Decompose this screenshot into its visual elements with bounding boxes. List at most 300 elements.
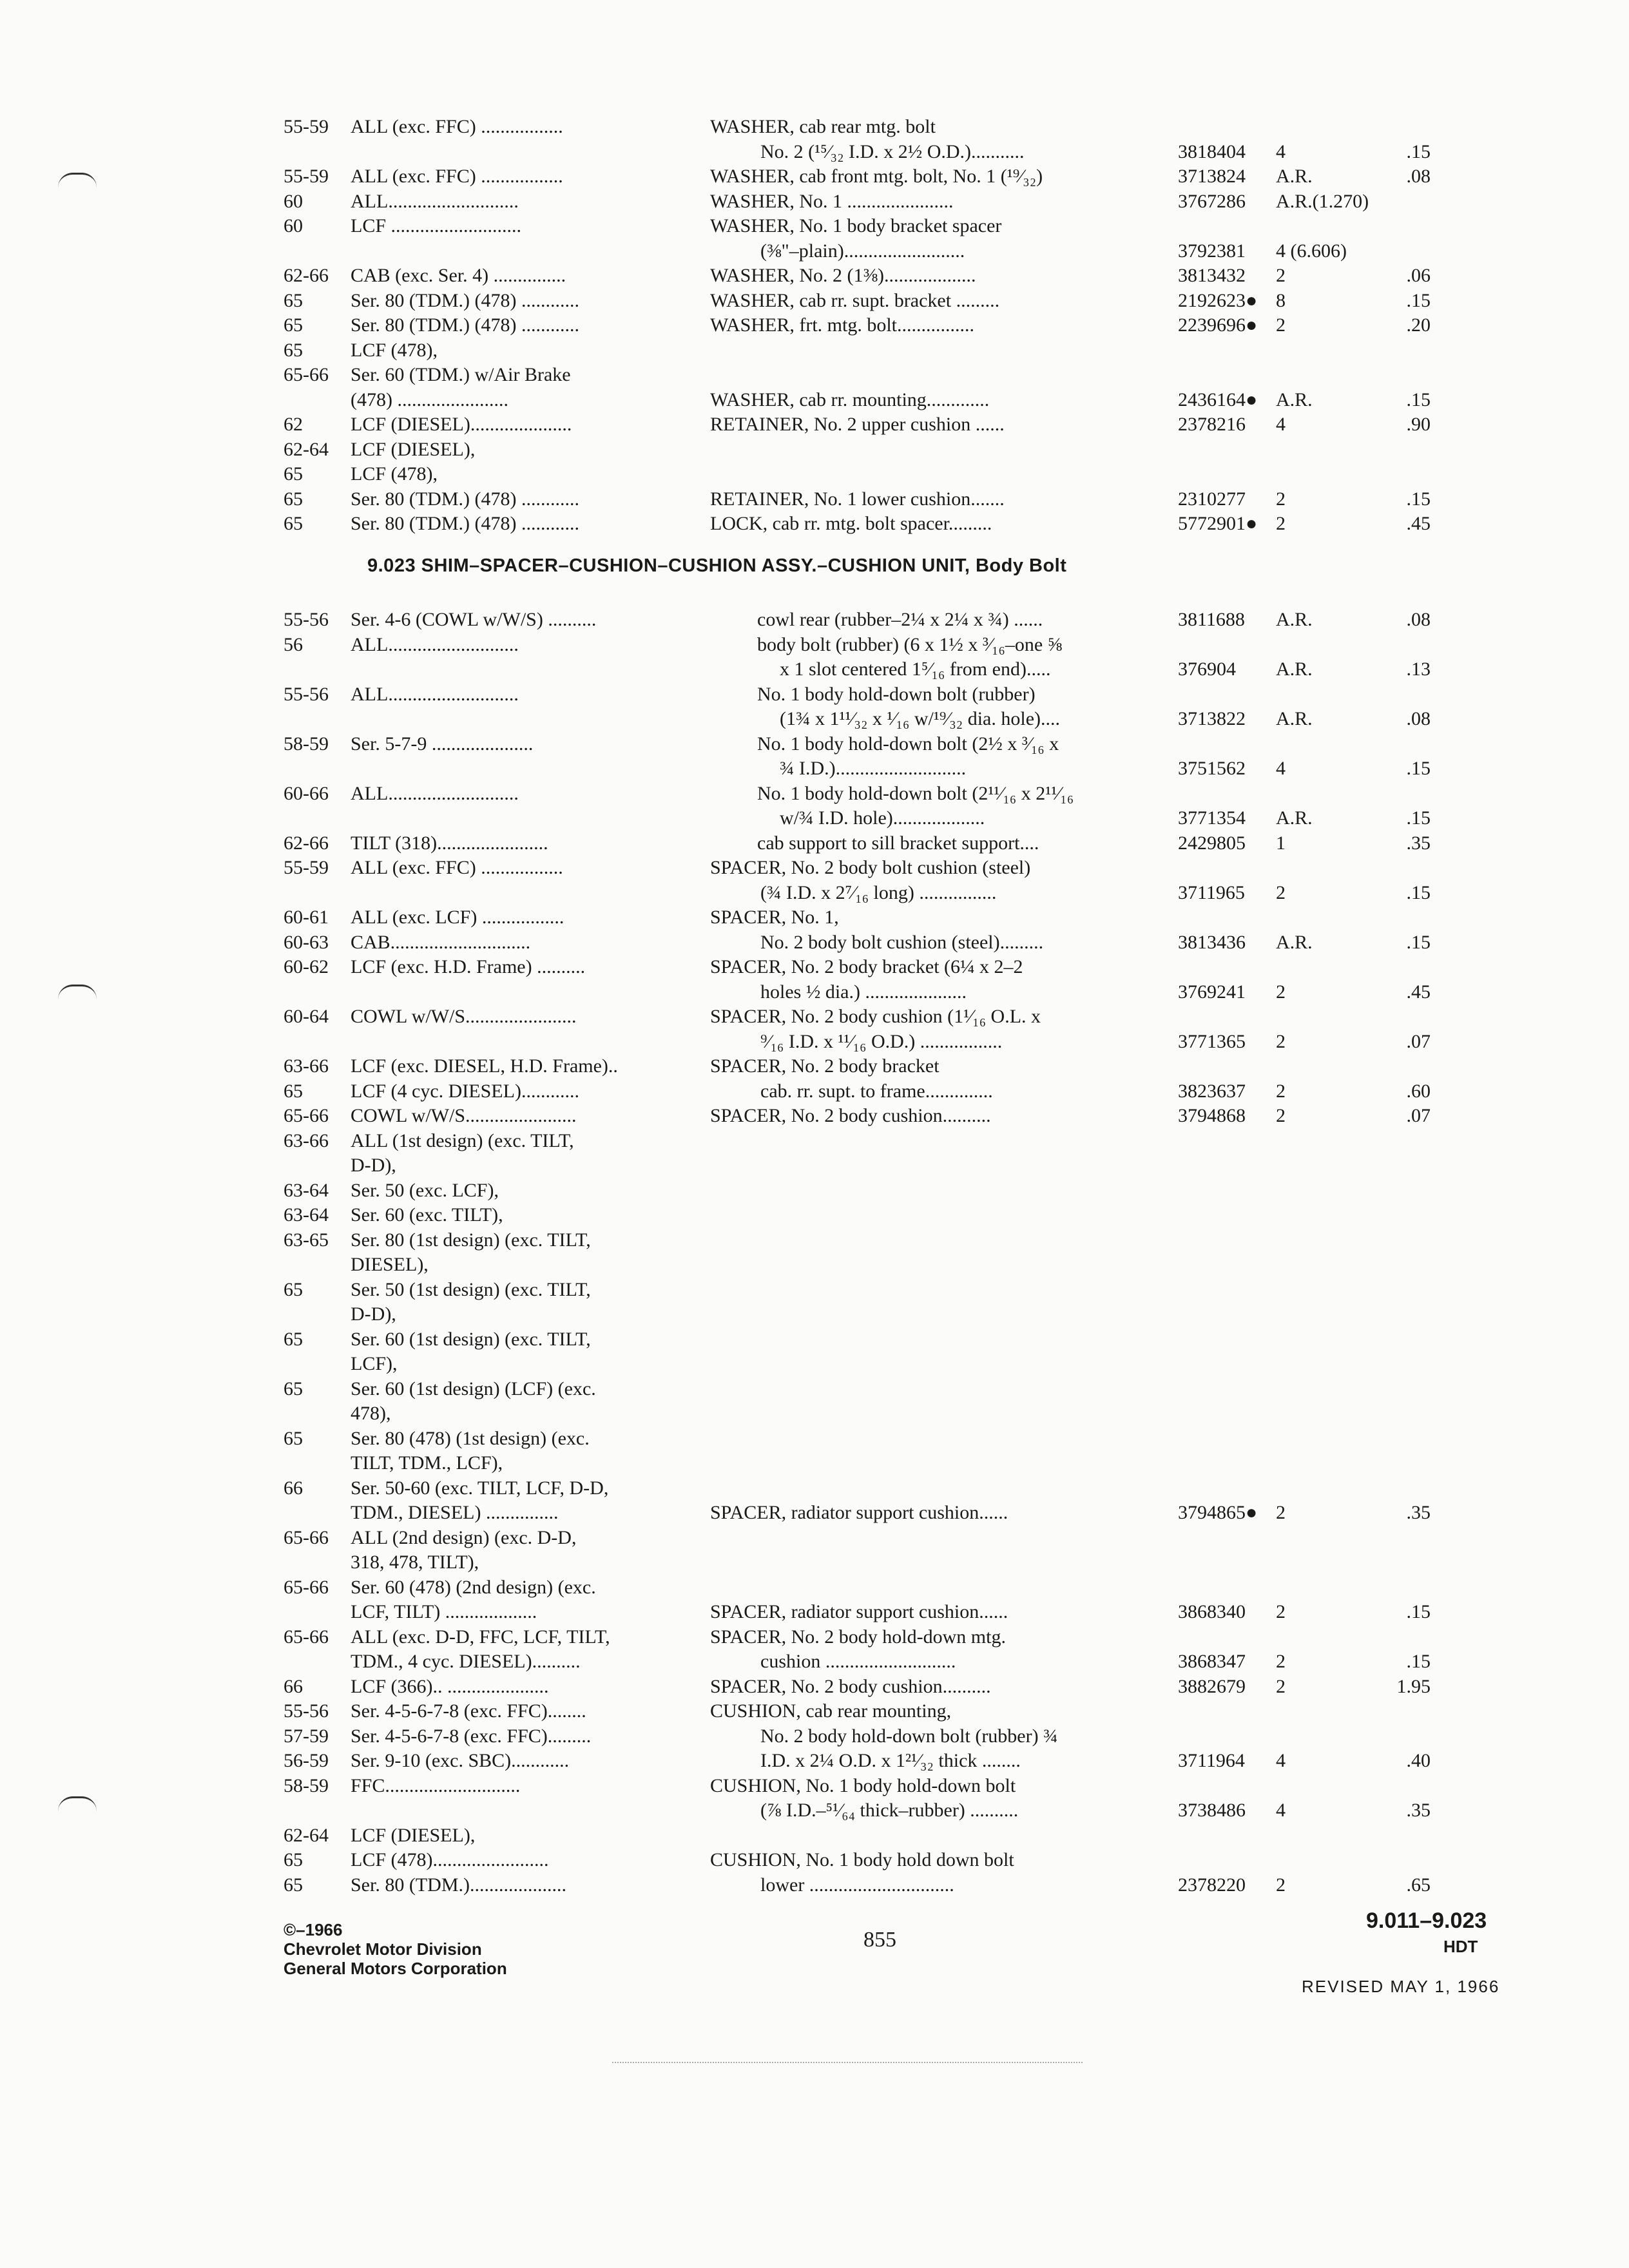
table-row bbox=[284, 756, 1443, 782]
applicability: Ser. 9-10 (exc. SBC)............ bbox=[351, 1750, 570, 1771]
description: LOCK, cab rr. mtg. bolt spacer......... bbox=[710, 513, 992, 534]
description: RETAINER, No. 1 lower cushion....... bbox=[710, 488, 1005, 510]
part-number: 2310277 bbox=[1178, 488, 1246, 510]
description: WASHER, cab rr. mounting............. bbox=[710, 389, 990, 410]
applicability: Ser. 60 (1st design) (LCF) (exc. bbox=[351, 1378, 596, 1399]
applicability: TILT, TDM., LCF), bbox=[351, 1452, 503, 1474]
table-row bbox=[284, 388, 1443, 413]
table-row bbox=[284, 1749, 1443, 1774]
model-year: 62-66 bbox=[284, 832, 329, 854]
part-number: 3813432 bbox=[1178, 265, 1246, 286]
applicability: CAB (exc. Ser. 4) ............... bbox=[351, 265, 566, 286]
description: (1¾ x 1¹¹⁄₃₂ x ¹⁄₁₆ w/¹⁹⁄₃₂ dia. hole).... bbox=[780, 708, 1060, 729]
description: cushion ........................... bbox=[760, 1651, 956, 1672]
description: cowl rear (rubber–2¼ x 2¼ x ¾) ...... bbox=[757, 609, 1043, 630]
description: WASHER, No. 1 ...................... bbox=[710, 190, 954, 212]
quantity: 2 bbox=[1276, 488, 1286, 510]
price: .15 bbox=[1406, 140, 1431, 162]
applicability: D-D), bbox=[351, 1155, 396, 1176]
table-row bbox=[284, 1104, 1443, 1129]
quantity: 2 bbox=[1276, 265, 1286, 286]
description: No. 2 body bolt cushion (steel)......... bbox=[760, 931, 1044, 953]
model-year: 65 bbox=[284, 1874, 303, 1896]
model-year: 63-64 bbox=[284, 1179, 329, 1201]
quantity: 8 bbox=[1276, 289, 1286, 311]
description: WASHER, cab rr. supt. bracket ......... bbox=[710, 289, 1000, 311]
part-number: 3738486 bbox=[1178, 1800, 1246, 1821]
table-row bbox=[284, 1575, 1443, 1600]
price: .08 bbox=[1406, 708, 1431, 729]
description: WASHER, No. 2 (1⅜)................... bbox=[710, 265, 976, 286]
table-row bbox=[284, 1203, 1443, 1228]
part-number: 376904 bbox=[1178, 658, 1236, 680]
parts-list-washers bbox=[284, 115, 1443, 537]
table-row bbox=[284, 707, 1443, 732]
model-year: 57-59 bbox=[284, 1725, 329, 1747]
part-number: 3868340 bbox=[1178, 1601, 1246, 1622]
part-number: 3792381 bbox=[1178, 240, 1246, 262]
model-year: 62-66 bbox=[284, 265, 329, 286]
quantity: 2 bbox=[1276, 1502, 1286, 1523]
model-year: 63-66 bbox=[284, 1055, 329, 1077]
section-range: 9.011–9.023 bbox=[1366, 1908, 1487, 1933]
applicability: ALL (exc. FFC) ................. bbox=[351, 116, 563, 137]
table-row bbox=[284, 782, 1443, 807]
table-row bbox=[284, 1030, 1443, 1055]
model-year: 66 bbox=[284, 1675, 303, 1697]
model-year: 60-62 bbox=[284, 956, 329, 977]
margin-mark-3 bbox=[58, 1796, 97, 1811]
description: ⁹⁄₁₆ I.D. x ¹¹⁄₁₆ O.D.) ................. bbox=[760, 1030, 1003, 1052]
applicability: ALL (2nd design) (exc. D-D, bbox=[351, 1526, 577, 1548]
description: WASHER, cab rear mtg. bolt bbox=[710, 116, 936, 137]
part-number: 3769241 bbox=[1178, 981, 1246, 1003]
table-row bbox=[284, 1823, 1443, 1849]
table-row bbox=[284, 657, 1443, 682]
table-row bbox=[284, 115, 1443, 140]
table-row bbox=[284, 1352, 1443, 1377]
description: I.D. x 2¼ O.D. x 1²¹⁄₃₂ thick ........ bbox=[760, 1750, 1021, 1771]
price: .15 bbox=[1406, 807, 1431, 829]
quantity: A.R. bbox=[1276, 389, 1313, 410]
quantity: A.R.(1.270) bbox=[1276, 190, 1369, 212]
description: WASHER, No. 1 body bracket spacer bbox=[710, 215, 1002, 236]
part-number: 2378220 bbox=[1178, 1874, 1246, 1896]
margin-mark-2 bbox=[58, 985, 97, 999]
price: .06 bbox=[1406, 265, 1431, 286]
model-year: 65 bbox=[284, 1849, 303, 1870]
table-row bbox=[284, 1228, 1443, 1253]
model-year: 65-66 bbox=[284, 1626, 329, 1648]
model-year: 55-56 bbox=[284, 609, 329, 630]
revised-date: REVISED MAY 1, 1966 bbox=[1302, 1977, 1500, 1996]
table-row bbox=[284, 608, 1443, 633]
applicability: ALL........................... bbox=[351, 190, 519, 212]
applicability: ALL........................... bbox=[351, 633, 519, 655]
description: SPACER, radiator support cushion...... bbox=[710, 1502, 1008, 1523]
table-row bbox=[284, 1451, 1443, 1476]
table-row bbox=[284, 1004, 1443, 1030]
table-row bbox=[284, 512, 1443, 537]
model-year: 65 bbox=[284, 1278, 303, 1300]
applicability: LCF (366).. ..................... bbox=[351, 1675, 549, 1697]
table-row bbox=[284, 140, 1443, 165]
applicability: TDM., DIESEL) ............... bbox=[351, 1502, 559, 1523]
price: .45 bbox=[1406, 981, 1431, 1003]
model-year: 65 bbox=[284, 513, 303, 534]
table-row bbox=[284, 1848, 1443, 1873]
model-year: 65 bbox=[284, 463, 303, 485]
division: Chevrolet Motor Division bbox=[284, 1939, 482, 1959]
table-row bbox=[284, 1427, 1443, 1452]
description: ¾ I.D.)........................... bbox=[780, 758, 967, 779]
applicability: LCF (exc. DIESEL, H.D. Frame).. bbox=[351, 1055, 618, 1077]
part-number: 3794865● bbox=[1178, 1502, 1258, 1523]
page-number: 855 bbox=[863, 1928, 896, 1952]
model-year: 56-59 bbox=[284, 1750, 329, 1771]
table-row bbox=[284, 905, 1443, 930]
table-row bbox=[284, 214, 1443, 239]
description: cab support to sill bracket support.... bbox=[757, 832, 1039, 854]
table-row bbox=[284, 437, 1443, 463]
part-number: 3767286 bbox=[1178, 190, 1246, 212]
table-row bbox=[284, 1054, 1443, 1079]
table-row bbox=[284, 1476, 1443, 1501]
description: SPACER, radiator support cushion...... bbox=[710, 1601, 1008, 1622]
model-year: 62 bbox=[284, 414, 303, 435]
description: SPACER, No. 2 body hold-down mtg. bbox=[710, 1626, 1006, 1648]
table-row bbox=[284, 1774, 1443, 1799]
table-row bbox=[284, 1278, 1443, 1303]
description: CUSHION, cab rear mounting, bbox=[710, 1700, 952, 1722]
table-row bbox=[284, 264, 1443, 289]
applicability: 318, 478, TILT), bbox=[351, 1552, 479, 1573]
quantity: 2 bbox=[1276, 1675, 1286, 1697]
quantity: 2 bbox=[1276, 981, 1286, 1003]
part-number: 3868347 bbox=[1178, 1651, 1246, 1672]
applicability: ALL........................... bbox=[351, 683, 519, 705]
applicability: LCF (DIESEL), bbox=[351, 438, 476, 460]
description: (⅜"–plain)......................... bbox=[760, 240, 965, 262]
part-number: 3711965 bbox=[1178, 881, 1245, 903]
part-number: 2192623● bbox=[1178, 289, 1258, 311]
price: .35 bbox=[1406, 1800, 1431, 1821]
description: WASHER, cab front mtg. bolt, No. 1 (¹⁹⁄₃₂) bbox=[710, 166, 1043, 187]
table-row bbox=[284, 881, 1443, 906]
table-row bbox=[284, 831, 1443, 856]
price: .20 bbox=[1406, 314, 1431, 336]
applicability: LCF (DIESEL), bbox=[351, 1824, 476, 1846]
price: .15 bbox=[1406, 931, 1431, 953]
model-year: 60-64 bbox=[284, 1006, 329, 1027]
model-year: 55-59 bbox=[284, 166, 329, 187]
applicability: Ser. 60 (478) (2nd design) (exc. bbox=[351, 1576, 596, 1598]
model-year: 56 bbox=[284, 633, 303, 655]
price: .35 bbox=[1406, 832, 1431, 854]
table-row bbox=[284, 1178, 1443, 1204]
model-year: 60 bbox=[284, 215, 303, 236]
part-number: 3823637 bbox=[1178, 1080, 1246, 1102]
table-row bbox=[284, 363, 1443, 388]
table-row bbox=[284, 338, 1443, 363]
applicability: FFC............................ bbox=[351, 1774, 521, 1796]
quantity: 2 bbox=[1276, 314, 1286, 336]
applicability: Ser. 80 (478) (1st design) (exc. bbox=[351, 1427, 590, 1449]
applicability: ALL (exc. FFC) ................. bbox=[351, 857, 563, 878]
part-number: 3713824 bbox=[1178, 166, 1246, 187]
price: .90 bbox=[1406, 414, 1431, 435]
quantity: A.R. bbox=[1276, 166, 1313, 187]
price: .15 bbox=[1406, 488, 1431, 510]
applicability: LCF (478), bbox=[351, 339, 438, 361]
description: SPACER, No. 2 body cushion.......... bbox=[710, 1105, 991, 1126]
model-year: 63-64 bbox=[284, 1204, 329, 1225]
model-year: 55-56 bbox=[284, 683, 329, 705]
table-row bbox=[284, 1401, 1443, 1427]
table-row bbox=[284, 313, 1443, 338]
description: RETAINER, No. 2 upper cushion ...... bbox=[710, 414, 1005, 435]
model-year: 58-59 bbox=[284, 1774, 329, 1796]
applicability: LCF (DIESEL)..................... bbox=[351, 414, 572, 435]
price: .35 bbox=[1406, 1502, 1431, 1523]
description: lower .............................. bbox=[760, 1874, 954, 1896]
description: SPACER, No. 2 body cushion.......... bbox=[710, 1675, 991, 1697]
description: No. 1 body hold-down bolt (rubber) bbox=[757, 683, 1036, 705]
table-row bbox=[284, 164, 1443, 189]
applicability: Ser. 80 (TDM.) (478) ............ bbox=[351, 488, 579, 510]
applicability: CAB............................. bbox=[351, 931, 531, 953]
price: .15 bbox=[1406, 881, 1431, 903]
group-code: HDT bbox=[1443, 1937, 1478, 1956]
description: SPACER, No. 2 body bracket bbox=[710, 1055, 940, 1077]
description: No. 2 (¹⁵⁄₃₂ I.D. x 2½ O.D.)........... bbox=[760, 140, 1025, 162]
price: .13 bbox=[1406, 658, 1431, 680]
part-number: 3811688 bbox=[1178, 609, 1245, 630]
copyright-block bbox=[284, 1920, 507, 1978]
part-number: 3713822 bbox=[1178, 708, 1246, 729]
price: .15 bbox=[1406, 389, 1431, 410]
quantity: A.R. bbox=[1276, 931, 1313, 953]
corporation: General Motors Corporation bbox=[284, 1959, 507, 1978]
applicability: LCF (478), bbox=[351, 463, 438, 485]
part-number: 5772901● bbox=[1178, 513, 1258, 534]
model-year: 66 bbox=[284, 1477, 303, 1499]
table-row bbox=[284, 1625, 1443, 1650]
quantity: 1 bbox=[1276, 832, 1286, 854]
applicability: Ser. 60 (TDM.) w/Air Brake bbox=[351, 364, 571, 385]
description: WASHER, frt. mtg. bolt................ bbox=[710, 314, 974, 336]
table-row bbox=[284, 289, 1443, 314]
table-row bbox=[284, 732, 1443, 757]
table-row bbox=[284, 1873, 1443, 1898]
applicability: Ser. 80 (TDM.) (478) ............ bbox=[351, 314, 579, 336]
applicability: Ser. 50-60 (exc. TILT, LCF, D-D, bbox=[351, 1477, 609, 1499]
quantity: 2 bbox=[1276, 1601, 1286, 1622]
scan-artifact-line bbox=[612, 2062, 1083, 2063]
quantity: 2 bbox=[1276, 1105, 1286, 1126]
description: SPACER, No. 1, bbox=[710, 907, 839, 928]
quantity: 2 bbox=[1276, 1030, 1286, 1052]
quantity: A.R. bbox=[1276, 658, 1313, 680]
price: .07 bbox=[1406, 1030, 1431, 1052]
table-row bbox=[284, 1600, 1443, 1625]
model-year: 55-59 bbox=[284, 857, 329, 878]
table-row bbox=[284, 1253, 1443, 1278]
applicability: Ser. 4-6 (COWL w/W/S) .......... bbox=[351, 609, 597, 630]
quantity: 4 bbox=[1276, 758, 1286, 779]
description: body bolt (rubber) (6 x 1½ x ³⁄₁₆–one ⅝ bbox=[757, 633, 1063, 655]
description: SPACER, No. 2 body bolt cushion (steel) bbox=[710, 857, 1031, 878]
quantity: A.R. bbox=[1276, 708, 1313, 729]
description: CUSHION, No. 1 body hold down bolt bbox=[710, 1849, 1014, 1870]
applicability: LCF ........................... bbox=[351, 215, 522, 236]
model-year: 60 bbox=[284, 190, 303, 212]
model-year: 58-59 bbox=[284, 733, 329, 754]
model-year: 65 bbox=[284, 1378, 303, 1399]
parts-list-spacers-cushions bbox=[284, 608, 1443, 1898]
quantity: 4 bbox=[1276, 1800, 1286, 1821]
applicability: Ser. 80 (TDM.) (478) ............ bbox=[351, 289, 579, 311]
quantity: 2 bbox=[1276, 1080, 1286, 1102]
table-row bbox=[284, 806, 1443, 831]
price: .15 bbox=[1406, 289, 1431, 311]
table-row bbox=[284, 1327, 1443, 1352]
applicability: 478), bbox=[351, 1403, 391, 1424]
applicability: ALL (1st design) (exc. TILT, bbox=[351, 1129, 574, 1151]
model-year: 65 bbox=[284, 1328, 303, 1350]
applicability: LCF, TILT) ................... bbox=[351, 1601, 537, 1622]
quantity: 2 bbox=[1276, 881, 1286, 903]
table-row bbox=[284, 1129, 1443, 1154]
copyright: ©–1966 bbox=[284, 1920, 343, 1939]
price: .60 bbox=[1406, 1080, 1431, 1102]
applicability: ALL........................... bbox=[351, 782, 519, 804]
description: SPACER, No. 2 body cushion (1¹⁄₁₆ O.L. x bbox=[710, 1006, 1041, 1027]
table-row bbox=[284, 1526, 1443, 1551]
price: .08 bbox=[1406, 609, 1431, 630]
table-row bbox=[284, 930, 1443, 956]
price: .15 bbox=[1406, 1651, 1431, 1672]
applicability: Ser. 80 (TDM.).................... bbox=[351, 1874, 566, 1896]
description: No. 1 body hold-down bolt (2½ x ³⁄₁₆ x bbox=[757, 733, 1059, 754]
applicability: Ser. 50 (exc. LCF), bbox=[351, 1179, 499, 1201]
model-year: 55-56 bbox=[284, 1700, 329, 1722]
applicability: Ser. 80 (TDM.) (478) ............ bbox=[351, 513, 579, 534]
model-year: 63-66 bbox=[284, 1129, 329, 1151]
part-number: 3818404 bbox=[1178, 140, 1246, 162]
price: .08 bbox=[1406, 166, 1431, 187]
applicability: ALL (exc. LCF) ................. bbox=[351, 907, 564, 928]
table-row bbox=[284, 1079, 1443, 1104]
price: 1.95 bbox=[1396, 1675, 1431, 1697]
margin-mark-1 bbox=[58, 173, 97, 187]
applicability: ALL (exc. FFC) ................. bbox=[351, 166, 563, 187]
model-year: 65 bbox=[284, 488, 303, 510]
applicability: TDM., 4 cyc. DIESEL).......... bbox=[351, 1651, 581, 1672]
applicability: Ser. 80 (1st design) (exc. TILT, bbox=[351, 1229, 591, 1251]
price: .15 bbox=[1406, 1601, 1431, 1622]
table-row bbox=[284, 1649, 1443, 1675]
table-row bbox=[284, 1798, 1443, 1823]
applicability: Ser. 4-5-6-7-8 (exc. FFC)........ bbox=[351, 1700, 586, 1722]
description: cab. rr. supt. to frame.............. bbox=[760, 1080, 993, 1102]
quantity: 4 (6.606) bbox=[1276, 240, 1347, 262]
applicability: LCF (exc. H.D. Frame) .......... bbox=[351, 956, 586, 977]
table-row bbox=[284, 980, 1443, 1005]
quantity: 2 bbox=[1276, 1651, 1286, 1672]
table-row bbox=[284, 1501, 1443, 1526]
description: SPACER, No. 2 body bracket (6¼ x 2–2 bbox=[710, 956, 1023, 977]
quantity: 2 bbox=[1276, 1874, 1286, 1896]
part-number: 2239696● bbox=[1178, 314, 1258, 336]
description: x 1 slot centered 1⁵⁄₁₆ from end)..... bbox=[780, 658, 1051, 680]
model-year: 62-64 bbox=[284, 438, 329, 460]
price: .45 bbox=[1406, 513, 1431, 534]
table-row bbox=[284, 462, 1443, 487]
part-number: 2429805 bbox=[1178, 832, 1246, 854]
table-row bbox=[284, 1302, 1443, 1327]
table-row bbox=[284, 239, 1443, 264]
table-row bbox=[284, 856, 1443, 881]
quantity: A.R. bbox=[1276, 609, 1313, 630]
model-year: 65 bbox=[284, 339, 303, 361]
model-year: 65 bbox=[284, 1427, 303, 1449]
model-year: 65-66 bbox=[284, 364, 329, 385]
applicability: COWL w/W/S....................... bbox=[351, 1105, 577, 1126]
model-year: 60-63 bbox=[284, 931, 329, 953]
model-year: 65-66 bbox=[284, 1576, 329, 1598]
table-row bbox=[284, 1377, 1443, 1402]
model-year: 65 bbox=[284, 1080, 303, 1102]
table-row bbox=[284, 412, 1443, 437]
table-row bbox=[284, 487, 1443, 512]
part-number: 3771354 bbox=[1178, 807, 1246, 829]
table-row bbox=[284, 1550, 1443, 1575]
description: holes ½ dia.) ..................... bbox=[760, 981, 967, 1003]
description: (¾ I.D. x 2⁷⁄₁₆ long) ................ bbox=[760, 881, 997, 903]
table-row bbox=[284, 682, 1443, 707]
table-row bbox=[284, 189, 1443, 215]
model-year: 62-64 bbox=[284, 1824, 329, 1846]
quantity: 4 bbox=[1276, 1750, 1286, 1771]
applicability: LCF (478)........................ bbox=[351, 1849, 549, 1870]
table-row bbox=[284, 955, 1443, 980]
model-year: 65-66 bbox=[284, 1526, 329, 1548]
table-row bbox=[284, 1675, 1443, 1700]
applicability: COWL w/W/S....................... bbox=[351, 1006, 577, 1027]
quantity: A.R. bbox=[1276, 807, 1313, 829]
table-row bbox=[284, 1724, 1443, 1749]
description: w/¾ I.D. hole)................... bbox=[780, 807, 985, 829]
part-number: 3751562 bbox=[1178, 758, 1246, 779]
applicability: Ser. 60 (exc. TILT), bbox=[351, 1204, 503, 1225]
part-number: 2436164● bbox=[1178, 389, 1258, 410]
applicability: ALL (exc. D-D, FFC, LCF, TILT, bbox=[351, 1626, 610, 1648]
applicability: Ser. 60 (1st design) (exc. TILT, bbox=[351, 1328, 591, 1350]
applicability: D-D), bbox=[351, 1303, 396, 1325]
price: .40 bbox=[1406, 1750, 1431, 1771]
quantity: 4 bbox=[1276, 414, 1286, 435]
model-year: 60-61 bbox=[284, 907, 329, 928]
applicability: LCF (4 cyc. DIESEL)............ bbox=[351, 1080, 579, 1102]
applicability: DIESEL), bbox=[351, 1254, 429, 1275]
quantity: 4 bbox=[1276, 140, 1286, 162]
applicability: (478) ....................... bbox=[351, 389, 508, 410]
description: No. 1 body hold-down bolt (2¹¹⁄₁₆ x 2¹¹⁄₁₆ bbox=[757, 782, 1074, 804]
part-number: 3794868 bbox=[1178, 1105, 1246, 1126]
description: No. 2 body hold-down bolt (rubber) ¾ bbox=[760, 1725, 1058, 1747]
part-number: 3711964 bbox=[1178, 1750, 1245, 1771]
